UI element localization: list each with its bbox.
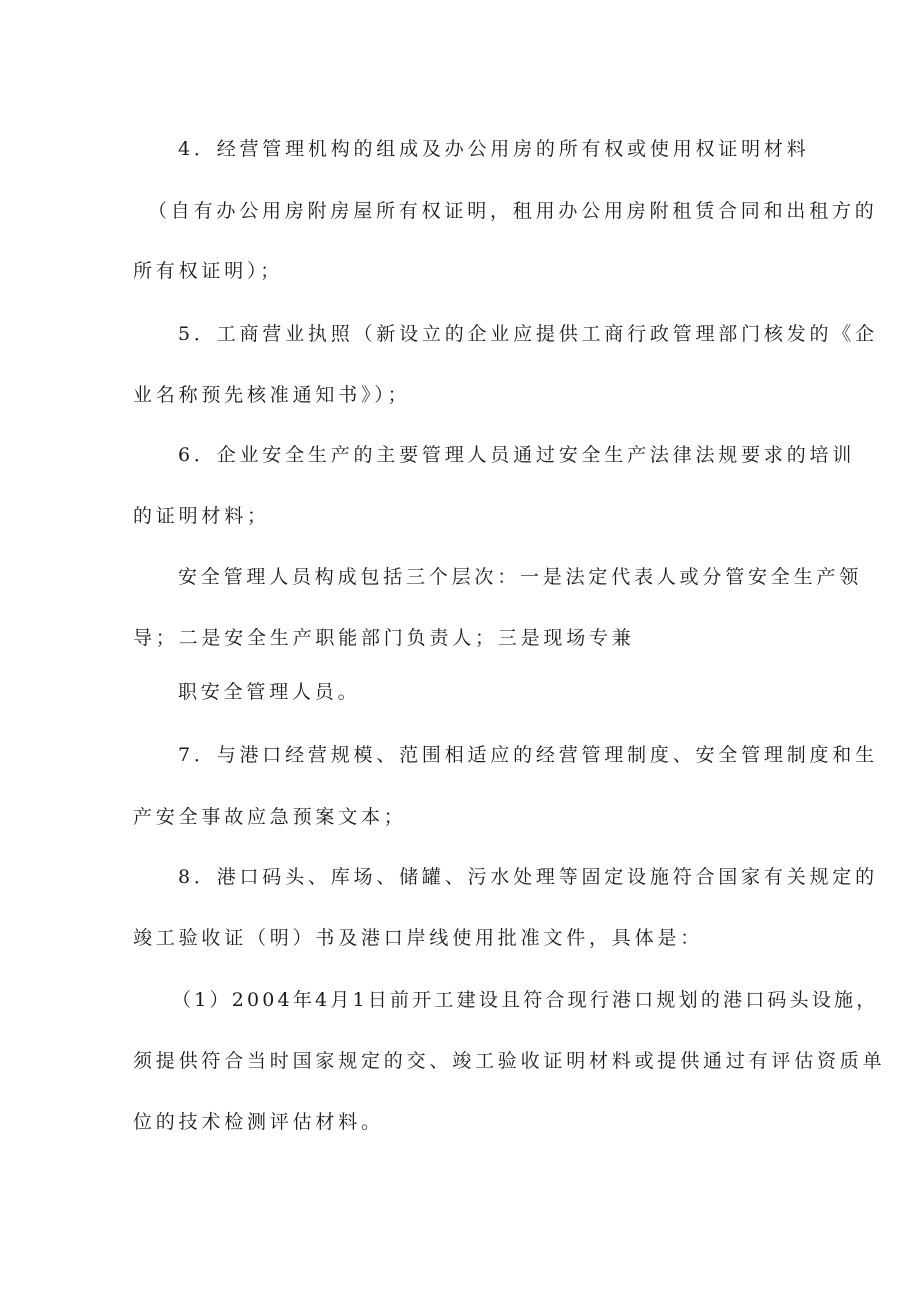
- safety-paragraph-line-3: 职安全管理人员。: [178, 681, 361, 703]
- sub-item-1-line-2: 须提供符合当时国家规定的交、竣工验收证明材料或提供通过有评估资质单: [133, 1050, 886, 1072]
- item-5-line-1: 5．工商营业执照（新设立的企业应提供工商行政管理部门核发的《企: [178, 323, 878, 345]
- item-7-line-1: 7．与港口经营规模、范围相适应的经营管理制度、安全管理制度和生: [178, 744, 878, 766]
- safety-paragraph-line-1: 安全管理人员构成包括三个层次：一是法定代表人或分管安全生产领: [178, 566, 863, 588]
- item-8-line-1: 8．港口码头、库场、储罐、污水处理等固定设施符合国家有关规定的: [178, 866, 878, 888]
- item-6-line-1: 6．企业安全生产的主要管理人员通过安全生产法律法规要求的培训: [178, 444, 856, 466]
- item-4-line-1: 4．经营管理机构的组成及办公用房的所有权或使用权证明材料: [178, 138, 810, 160]
- item-4-line-2: （自有办公用房附房屋所有权证明，租用办公用房附租赁合同和出租方的: [148, 200, 878, 222]
- item-6-line-2: 的证明材料；: [133, 505, 270, 527]
- item-8-line-2: 竣工验收证（明）书及港口岸线使用批准文件，具体是：: [133, 927, 704, 949]
- item-5-line-2: 业名称预先核准通知书》）；: [133, 384, 411, 406]
- item-4-line-3: 所有权证明）；: [133, 260, 284, 282]
- sub-item-1-line-3: 位的技术检测评估材料。: [133, 1111, 384, 1133]
- item-7-line-2: 产安全事故应急预案文本；: [133, 806, 407, 828]
- safety-paragraph-line-2: 导；二是安全生产职能部门负责人；三是现场专兼: [133, 627, 635, 649]
- sub-item-1-line-1: （1）2004年4月1日前开工建设且符合现行港口规划的港口码头设施，: [172, 989, 879, 1011]
